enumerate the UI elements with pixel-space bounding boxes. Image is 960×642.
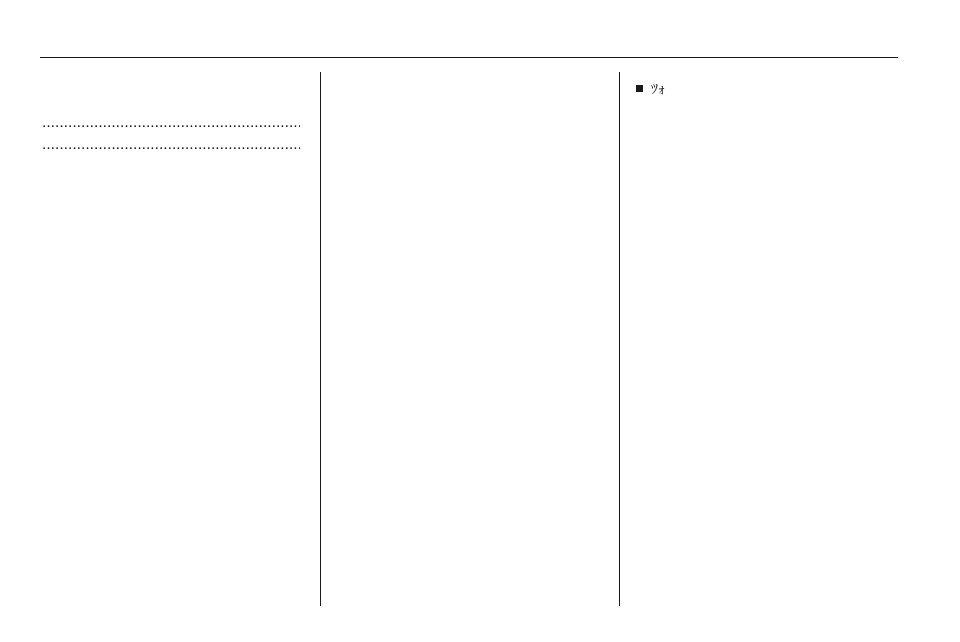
toc-leader — [42, 136, 300, 154]
column-divider-right — [619, 72, 620, 606]
toc-entry-general[interactable] — [40, 114, 302, 136]
column-divider-left — [320, 72, 321, 606]
header-rule — [40, 57, 898, 58]
table-of-contents — [40, 114, 302, 158]
list-item — [636, 80, 898, 99]
phone-voice-icon: ﾂｫ — [651, 81, 665, 97]
page-header — [0, 0, 960, 56]
list-item-note — [651, 80, 898, 99]
column-chapter — [40, 68, 302, 158]
column-general-info — [338, 68, 604, 74]
toc-entry-phone[interactable] — [40, 136, 302, 158]
column-language-notes — [636, 68, 898, 99]
bullet-list — [636, 80, 898, 99]
toc-leader — [42, 114, 300, 132]
bullet-square-icon — [636, 85, 643, 92]
